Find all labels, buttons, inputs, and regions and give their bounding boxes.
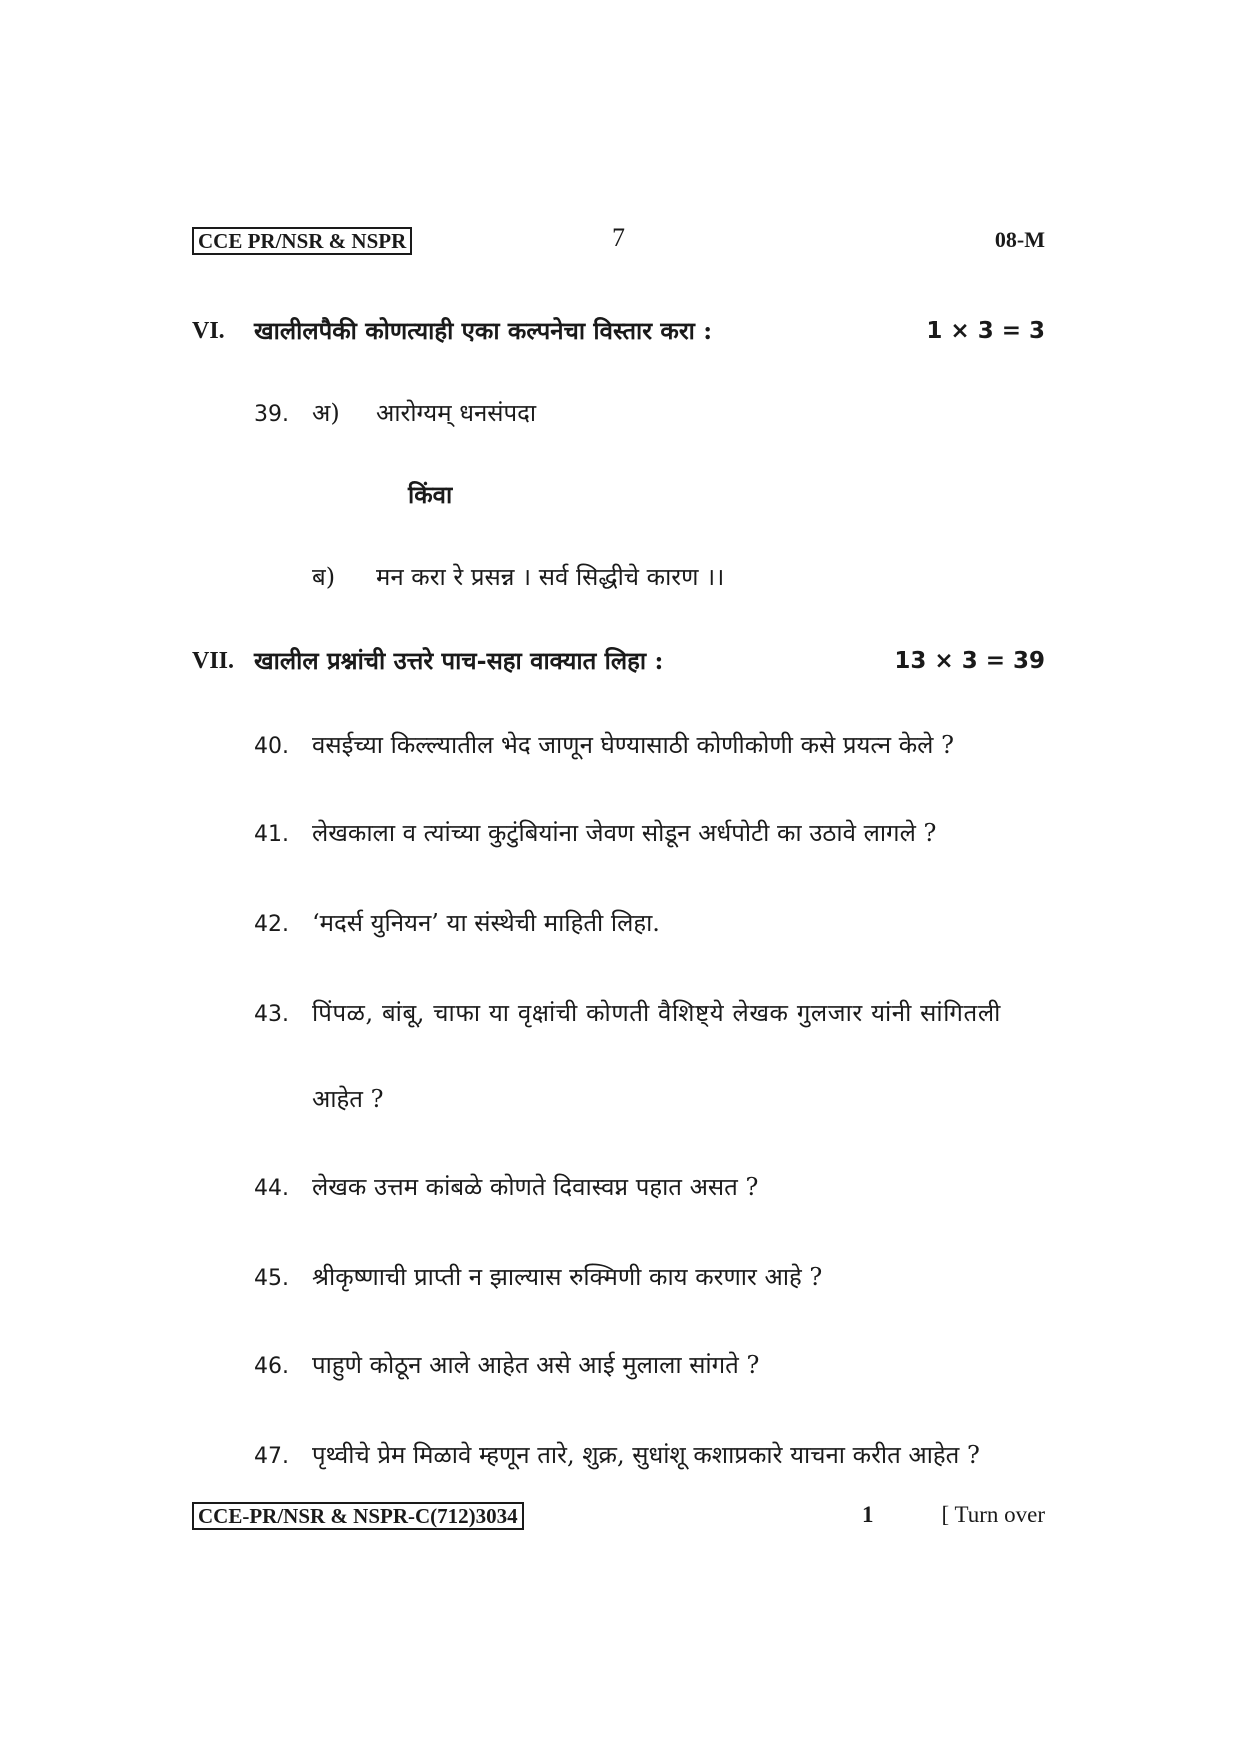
option-label: अ) (312, 399, 340, 427)
question-text: पृथ्वीचे प्रेम मिळावे म्हणून तारे, शुक्र, सुधांशू कशाप्रकारे याचना करीत आहेत ? (312, 1441, 980, 1469)
question-text: ‘मदर्स युनियन’ या संस्थेची माहिती लिहा. (312, 909, 660, 937)
section-6-marks: 1 × 3 = 3 (926, 318, 1045, 344)
option-text: मन करा रे प्रसन्न । सर्व सिद्धीचे कारण ।। (376, 563, 725, 591)
question-39-option-b (312, 560, 724, 593)
question-text: पिंपळ, बांबू, चाफा या वृक्षांची कोणती वैशिष्ट्ये लेखक गुलजार यांनी सांगितली (312, 999, 1001, 1027)
question-text: लेखकाला व त्यांच्या कुटुंबियांना जेवण सोडून अर्धपोटी का उठावे लागले ? (312, 819, 937, 847)
or-text: किंवा (408, 480, 453, 509)
question-45 (254, 1260, 822, 1293)
question-43 (254, 996, 1051, 1029)
question-text: वसईच्या किल्ल्यातील भेद जाणून घेण्यासाठी कोणीकोणी कसे प्रयत्न केले ? (312, 731, 954, 759)
question-46 (254, 1348, 759, 1381)
section-7-number: VII. (192, 648, 235, 674)
question-42 (254, 906, 660, 939)
question-number: 40. (254, 734, 289, 759)
question-40 (254, 728, 954, 761)
question-number: 46. (254, 1354, 289, 1379)
question-number: 44. (254, 1176, 289, 1201)
question-text: श्रीकृष्णाची प्राप्ती न झाल्यास रुक्मिणी काय करणार आहे ? (312, 1263, 823, 1291)
question-number: 47. (254, 1444, 289, 1469)
question-number: 42. (254, 912, 289, 937)
question-text: पाहुणे कोठून आले आहेत असे आई मुलाला सांगते ? (312, 1351, 760, 1379)
question-47 (254, 1438, 980, 1471)
question-text: लेखक उत्तम कांबळे कोणते दिवास्वप्न पहात असत ? (312, 1173, 759, 1201)
question-41 (254, 816, 936, 849)
paper-code: 08-M (994, 227, 1045, 252)
footer-number: 1 (862, 1502, 874, 1527)
header-code: CCE PR/NSR & NSPR (192, 227, 412, 255)
section-7-marks: 13 × 3 = 39 (894, 648, 1045, 674)
question-43-continuation: आहेत ? (312, 1085, 384, 1113)
question-number: 41. (254, 822, 289, 847)
option-text: आरोग्यम् धनसंपदा (376, 399, 537, 427)
section-6-title: खालीलपैकी कोणत्याही एका कल्पनेचा विस्तार करा : (254, 316, 713, 345)
section-7-title: खालील प्रश्नांची उत्तरे पाच-सहा वाक्यात लिहा : (254, 646, 664, 675)
option-label: ब) (312, 563, 336, 591)
question-44 (254, 1170, 758, 1203)
question-number: 43. (254, 1002, 289, 1027)
footer-code: CCE-PR/NSR & NSPR-C(712)3034 (192, 1502, 524, 1530)
page-number: 7 (612, 223, 625, 252)
question-number: 39. (254, 402, 289, 427)
section-6-number: VI. (192, 318, 225, 344)
question-39-option-a (254, 396, 536, 429)
question-number: 45. (254, 1266, 289, 1291)
turn-over-text: [ Turn over (941, 1502, 1045, 1527)
